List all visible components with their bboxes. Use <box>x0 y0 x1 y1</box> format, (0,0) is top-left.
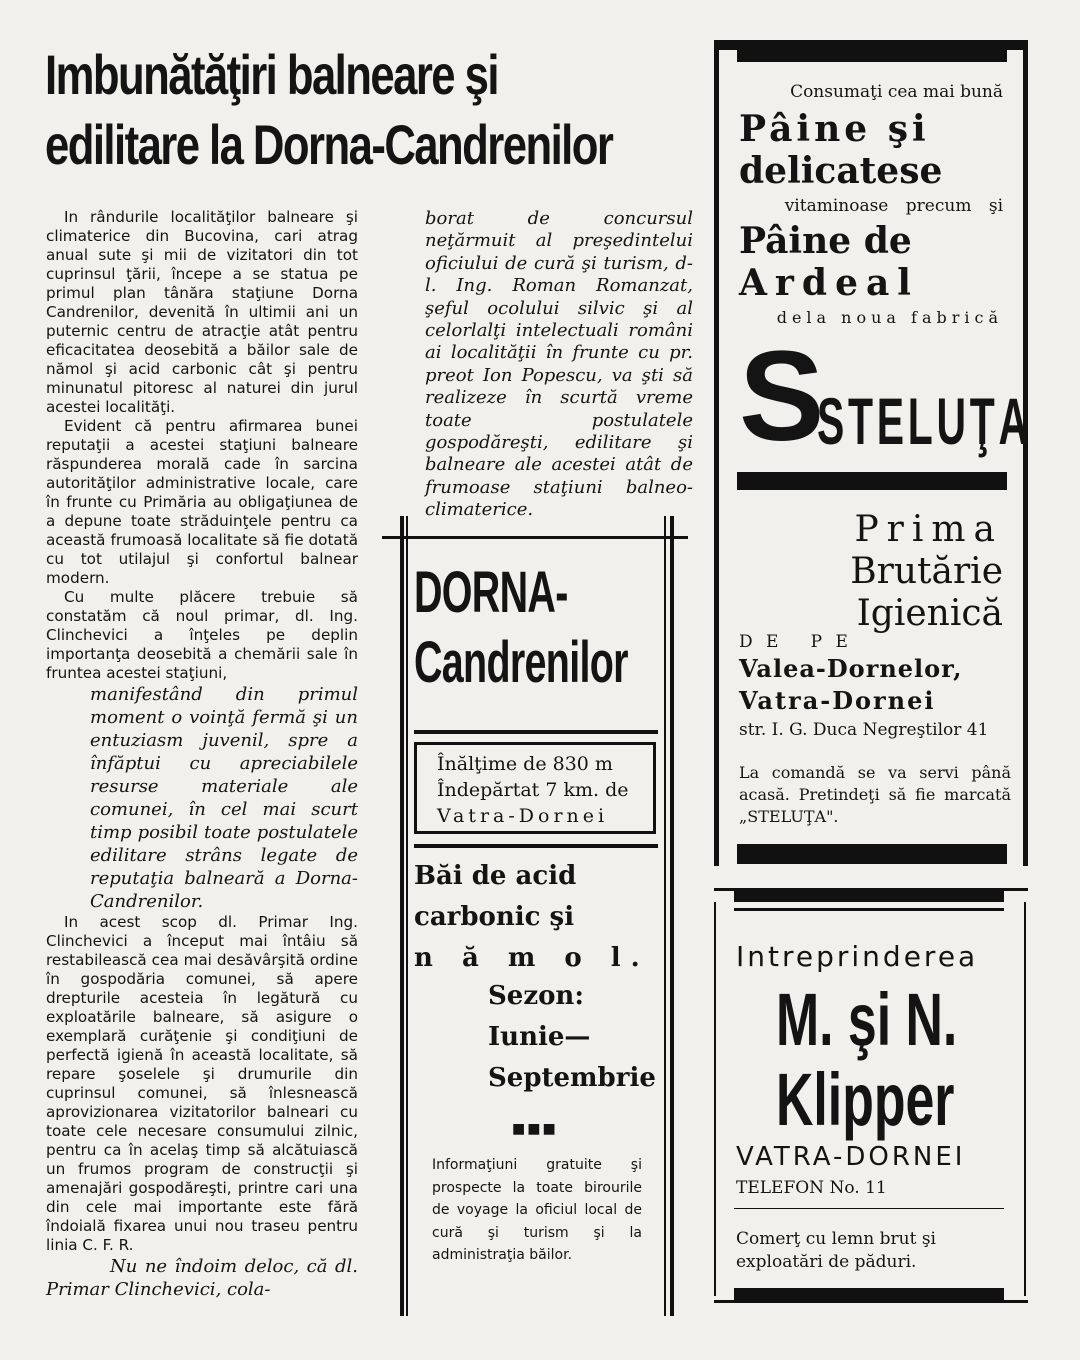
ad-title-line-2: Candrenilor <box>414 630 628 695</box>
valea-text: Valea-Dornelor, <box>739 654 963 683</box>
headline <box>45 40 613 180</box>
consume-text: Consumaţi cea mai bună <box>790 82 1003 102</box>
depe-text: D E P E <box>739 632 852 652</box>
headline-line-2: edilitare la Dorna-Candrenilor <box>45 113 613 176</box>
article-column-1 <box>46 208 358 1301</box>
ad-right-border <box>670 516 674 1316</box>
ad-top-band-thin <box>734 908 1004 911</box>
city-text: VATRA-DORNEI <box>736 1142 966 1172</box>
fabrica-text: dela noua fabrică <box>776 308 1003 327</box>
baths-line-3: n ă m o l. <box>414 943 650 973</box>
baths-line-1: Băi de acid <box>414 861 577 891</box>
steluta-initial: S <box>739 325 825 468</box>
ad-top-band <box>734 890 1004 902</box>
ad-bottom-band <box>734 1288 1004 1300</box>
ad-steluta <box>714 40 1032 866</box>
info-text: Informaţiuni gratuite şi prospecte la toate birourile de voyage la oficiul local de cură şi turism şi la administraţia băilor. <box>432 1157 642 1263</box>
klipper-name-line-1: M. şi N. <box>776 978 958 1061</box>
ad-divider <box>734 1208 1004 1209</box>
ad-dorna-candrenilor <box>382 516 688 1316</box>
steluta-brand: STELUŢA <box>817 384 1032 458</box>
ardeal-text: Ardeal <box>739 262 919 304</box>
season-text <box>488 976 678 1099</box>
article-column-2: borat de concursul neţărmuit al preşedintelui oficiului de cură şi turism, d-l. Ing. Roman Romanzat, şeful ocolului silvic şi al celorlalţi intelectuali români ai localităţii în frunte cu pr. preot Ion Popescu, va şti să realizeze în scurtă vreme toate postulatele gospodăreşti, edilitare şi balneare ale acestei atât de frumoase staţiuni balneo-climaterice. <box>425 208 693 521</box>
ad-title-line-1: DORNA- <box>414 560 568 625</box>
prima-text: Prima <box>854 509 1003 550</box>
decorative-squares-icon: ■■■ <box>512 1121 558 1137</box>
ad-top-rule <box>382 536 688 539</box>
vitamin-text: vitaminoase precum şi <box>784 196 1003 216</box>
paine-text: Pâine şi <box>739 108 930 150</box>
delicatese-text: delicatese <box>739 150 943 192</box>
ad-bottom-rule <box>714 1300 1028 1303</box>
altitude-text: Înălţime de 830 m <box>437 753 613 775</box>
baths-text <box>414 856 664 979</box>
steluta-logo <box>739 325 1032 472</box>
ad-mid-band <box>737 472 1007 490</box>
article-paragraph: In acest scop dl. Primar Ing. Clinchevici a început mai întâiu să restabilească cea mai desăvârşită ordine în gospodăria comunei, să apere drepturile acesteia în legătură cu exploatările balneare, să asigure o exemplară curăţenie şi condiţiuni de perfectă igienă în această localitate, să repare şoselele şi drumurile din cuprinsul comunei, să înlesnească aprovizionarea vizitatorilor balneari cu toate cele necesare consumului zilnic, pentru ca în acelaş timp să alcătuiască un frumos program de construcţii şi amenajări gospodăreşti, printre cari una din cele mai importante este fără îndoială fixarea unui nou traseu pentru linia C. F. R. <box>46 913 358 1254</box>
order-text: La comandă se va servi până acasă. Pretindeţi să fie marcată „STELUŢA". <box>739 763 1011 826</box>
phone-text: TELEFON No. 11 <box>736 1178 887 1198</box>
ad-top-band-thick <box>737 40 1007 62</box>
article-paragraph: In rândurile localităţilor balneare şi climaterice din Bucovina, cari atrag anual sute şi mii de vizitatori din tot cuprinsul ţării, începe a se statua pe primul plan tânăra staţiune Dorna Candrenilor, devenită în ultimii ani un puternic centru de atracţie atât pentru eficacitatea deosebită a băilor sale de nămol şi acid carbonic cât şi pentru minunatul pitoresc al naturei din jurul acestei localităţi. <box>46 208 358 416</box>
season-line-1: Iunie— <box>488 1022 591 1052</box>
headline-line-1: Imbunătăţiri balneare şi <box>45 43 498 106</box>
article-paragraph: Evident că pentru afirmarea bunei reputaţii a acestei staţiuni balneare răspunderea morală cade în sarcina autorităţilor administrative locale, care în frunte cu Primăria au obligaţiunea de a depune toate străduinţele pentru ca această frumoasă localitate să fie dotată cu tot utilajul şi confortul balnear modern. <box>46 417 358 587</box>
ad-left-border <box>400 516 404 1316</box>
ad-divider <box>414 844 658 848</box>
distance-text: Îndepărtat 7 km. de <box>437 779 629 801</box>
klipper-name-line-2: Klipper <box>776 1058 955 1141</box>
address-text: str. I. G. Duca Negreştilor 41 <box>739 720 989 740</box>
altitude-box <box>414 742 656 834</box>
ad-right-border <box>1024 902 1026 1296</box>
ad-right-border-thin <box>664 516 666 1316</box>
ad-title <box>414 558 628 698</box>
company-text: Intreprinderea <box>736 940 979 973</box>
ad-left-border <box>714 902 716 1296</box>
ad-klipper <box>714 888 1028 1308</box>
klipper-name <box>776 980 957 1140</box>
baths-line-2: carbonic şi <box>414 902 575 932</box>
ad-divider <box>414 730 658 734</box>
article-paragraph: Cu multe plăcere trebuie să constatăm că noul primar, dl. Ing. Clinchevici a înţeles pe deplin importanţa deosebită a chemării sale în fruntea acestei staţiuni, <box>46 588 358 682</box>
ad-left-border-thin <box>406 516 408 1316</box>
trade-text: Comerţ cu lemn brut şi exploatări de păduri. <box>736 1229 936 1272</box>
article-italic-quote: manifestând din primul moment o voinţă fermă şi un entuziasm juvenil, spre a înfăptui cu apreciabilele resurse materiale ale comunei, în cel mai scurt timp posibil toate postulatele edilitare strâns legate de reputaţia balneară a Dorna-Candrenilor. <box>90 684 358 912</box>
town-text: Vatra-Dornei <box>437 805 609 827</box>
season-line-2: Septembrie <box>488 1063 656 1093</box>
vatra-text: Vatra-Dornei <box>739 686 936 715</box>
season-label: Sezon: <box>488 981 584 1011</box>
igienica-text: Igienică <box>856 593 1003 634</box>
article-italic-closing: Nu ne îndoim deloc, că dl. Primar Clinchevici, cola- <box>46 1256 358 1300</box>
ad-bottom-band <box>737 844 1007 864</box>
paine-de-text: Pâine de <box>739 220 912 262</box>
brutarie-text: Brutărie <box>850 551 1003 592</box>
